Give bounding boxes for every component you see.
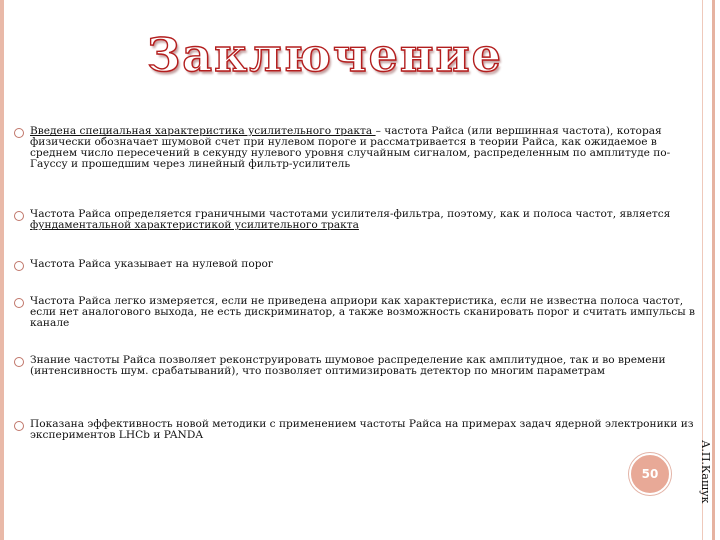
- bullet-text: [30, 126, 702, 170]
- bullet-marker-icon: [14, 421, 24, 431]
- bullet-text: Частота Райса легко измеряется, если не приведена априори как характеристика, если не известна полоса частот, если нет аналогового выхода, не есть дискриминатор, а также возможность сканировать порог и считать импульсы в канале: [30, 295, 695, 329]
- page-number-badge: 50: [629, 453, 671, 495]
- bullet-before-text: Частота Райса определяется граничными частотами усилителя-фильтра, поэтому, как и полоса частот, является: [30, 208, 671, 220]
- bullet-marker-icon: [14, 298, 24, 308]
- bullet-marker-icon: [14, 211, 24, 221]
- bullet-text: Частота Райса указывает на нулевой порог: [30, 258, 274, 270]
- bullet-marker-icon: [14, 357, 24, 367]
- bullet-underlined-text: Введена специальная характеристика усилительного тракта: [30, 125, 376, 137]
- bullet-text: Знание частоты Райса позволяет реконструировать шумовое распределение как амплитудное, так и во времени (интенсивность шум. срабатываний), что позволяет оптимизировать детектор по многим параметрам: [30, 354, 666, 377]
- bullet-text: [30, 209, 702, 231]
- bullet-marker-icon: [14, 261, 24, 271]
- bullet-rest-text: – частота Райса (или вершинная частота), которая физически обозначает шумовой счет при нулевом пороге и рассматривается в теории Райса, как ожидаемое в среднем число пересечений в секунду нулевого уровня случайным сигналом, распределенным по амплитуде по-Гауссу и прошедшим через линейный фильтр-усилитель: [30, 125, 671, 170]
- bullet-marker-icon: [14, 128, 24, 138]
- right-frame-stripe: [712, 0, 715, 540]
- bullet-underlined-text: фундаментальной характеристикой усилительного тракта: [30, 219, 359, 231]
- slide-title: Заключение: [147, 28, 503, 82]
- author-label: А.П.Кашук: [699, 440, 712, 504]
- bullet-text: Показана эффективность новой методики с применением частоты Райса на примерах задач ядерной электроники из экспериментов LHCb и PANDA: [30, 418, 694, 441]
